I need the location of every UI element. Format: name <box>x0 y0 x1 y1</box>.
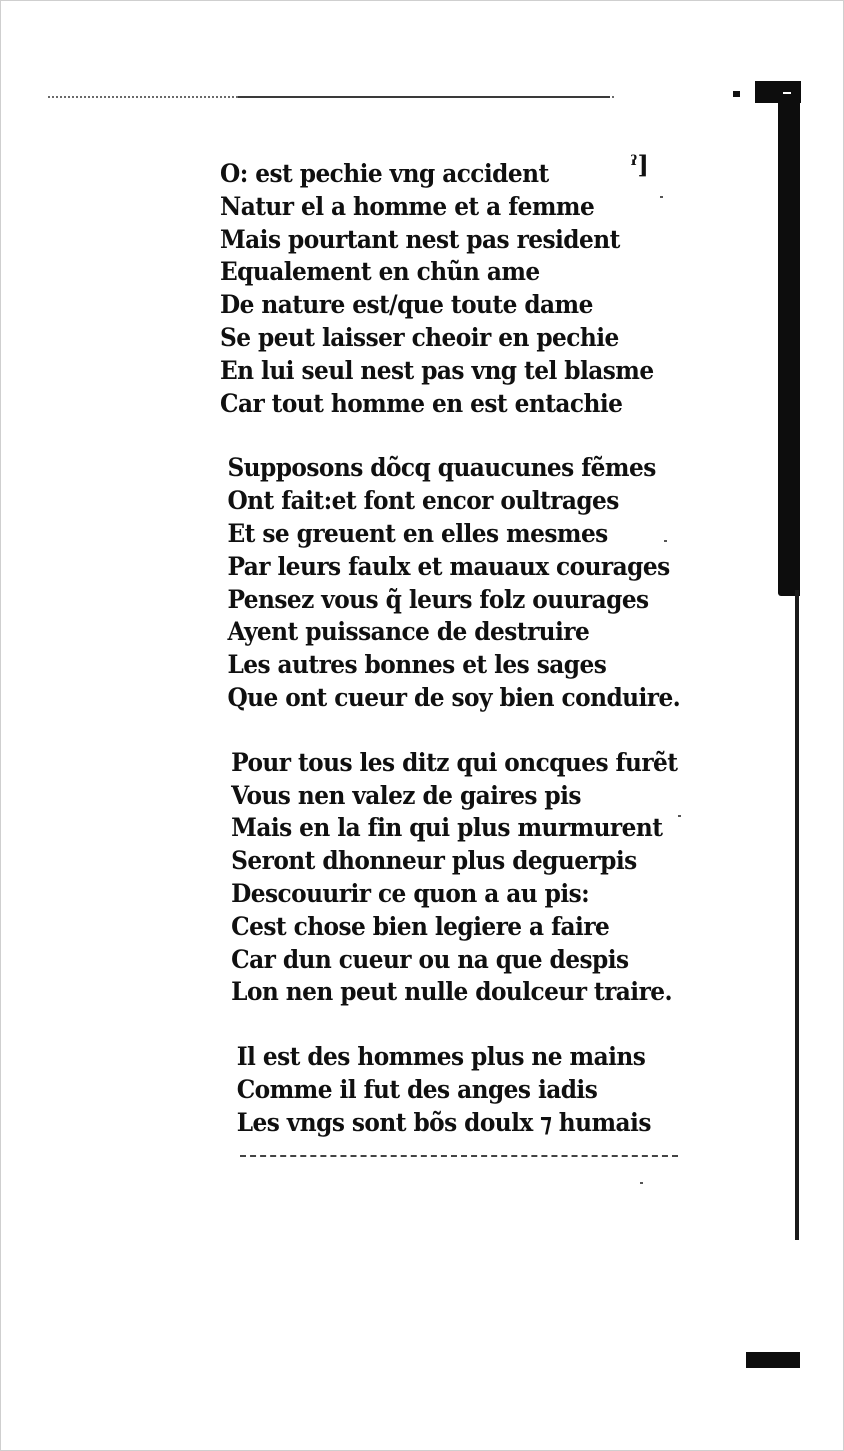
verse-line: Mais pourtant nest pas resident <box>220 224 620 254</box>
verse-line: O: est pechie vng accident <box>220 159 549 188</box>
stanza-3 <box>220 747 740 1009</box>
verse-line: En lui seul nest pas vng tel blasme <box>220 355 654 385</box>
verse-line: Se peut laisser cheoir en pechie <box>220 322 619 352</box>
verse-line: Il est des hommes plus ne mains <box>236 1042 646 1072</box>
verse-line: Car tout homme en est entachie <box>220 388 623 418</box>
verse-line: Pensez vous q̃ leurs folz ouurages <box>227 584 649 614</box>
verse-line: Supposons dõcq quaucunes fẽmes <box>227 453 656 483</box>
ink-speck <box>678 815 681 817</box>
verse-line: Lon nen peut nulle doulceur traire. <box>231 977 673 1007</box>
ink-speck <box>640 1182 643 1184</box>
verse-text-block <box>220 158 740 1172</box>
verse-line: Ayent puissance de destruire <box>227 617 590 647</box>
page-edge-bottom-bar <box>746 1352 800 1368</box>
verse-line: Natur el a homme et a femme <box>220 191 595 221</box>
verse-line: Cest chose bien legiere a faire <box>231 911 610 941</box>
stanza-4 <box>220 1041 740 1139</box>
verse-line: Les vngs sont bõs doulx ⁊ humais <box>236 1107 651 1137</box>
top-rule-line <box>238 96 610 98</box>
verse-line: Comme il fut des anges iadis <box>236 1074 598 1104</box>
verse-line: Ont fait:et font encor oultrages <box>227 486 619 516</box>
verse-line: Par leurs faulx et mauaux courages <box>227 551 670 581</box>
verse-line: Et se greuent en elles mesmes <box>227 518 608 548</box>
verse-line: Equalement en chũn ame <box>220 257 540 287</box>
page-edge-tab-dash <box>783 92 791 94</box>
verse-line: Les autres bonnes et les sages <box>227 650 607 680</box>
stanza-2 <box>220 452 740 714</box>
verse-line: De nature est/que toute dame <box>220 290 593 320</box>
bottom-dashed-rule <box>240 1155 678 1157</box>
page-edge-shadow-bar <box>778 96 800 596</box>
page-edge-line <box>795 590 799 1240</box>
verse-line: Seront dhonneur plus deguerpis <box>231 846 637 876</box>
corner-catchword-mark: ˀ] <box>630 150 649 179</box>
ink-speck <box>664 540 667 542</box>
verse-line: Descouurir ce quon a au pis: <box>231 878 590 908</box>
small-printer-mark <box>733 91 740 97</box>
verse-line: Mais en la fin qui plus murmurent <box>231 813 663 843</box>
verse-line: Car dun cueur ou na que despis <box>231 944 629 974</box>
verse-line: Que ont cueur de soy bien conduire. <box>227 682 681 712</box>
verse-line: Vous nen valez de gaires pis <box>231 780 581 810</box>
ink-speck <box>660 196 663 198</box>
verse-line: Pour tous les ditz qui oncques furẽt <box>231 747 678 777</box>
